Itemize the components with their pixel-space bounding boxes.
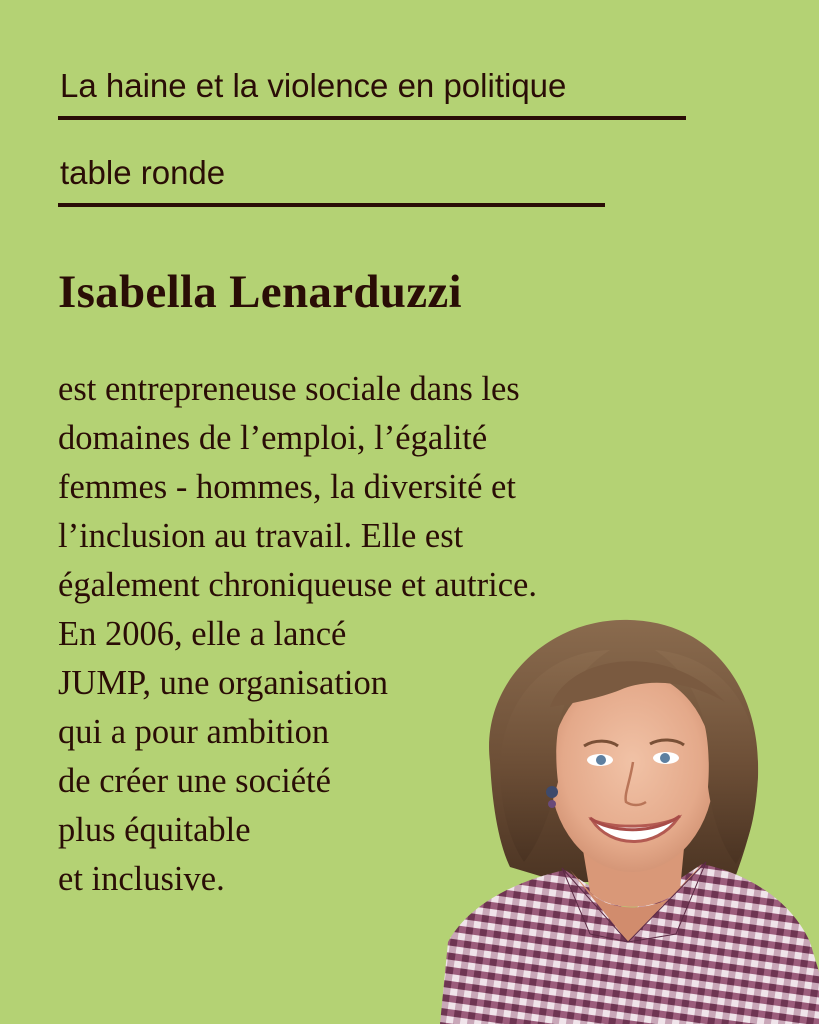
bio-line: et inclusive.	[58, 860, 225, 898]
bio-line: En 2006, elle a lancé	[58, 615, 347, 653]
bio-line: plus équitable	[58, 811, 251, 849]
speaker-portrait	[440, 612, 819, 1024]
bio-line: JUMP, une organisation	[58, 664, 388, 702]
bio-line: également chroniqueuse et autrice.	[58, 566, 537, 604]
format-underline	[58, 203, 605, 207]
bio-line: de créer une société	[58, 762, 331, 800]
bio-line: femmes - hommes, la diversité et	[58, 468, 516, 506]
bio-line: domaines de l’emploi, l’égalité	[58, 419, 488, 457]
bio-line: est entrepreneuse sociale dans les	[58, 370, 520, 408]
bio-line: l’inclusion au travail. Elle est	[58, 517, 464, 555]
event-title: La haine et la violence en politique	[60, 67, 567, 104]
title-underline	[58, 116, 686, 120]
speaker-name: Isabella Lenarduzzi	[58, 266, 462, 318]
bio-line: qui a pour ambition	[58, 713, 330, 751]
event-format: table ronde	[60, 154, 226, 191]
